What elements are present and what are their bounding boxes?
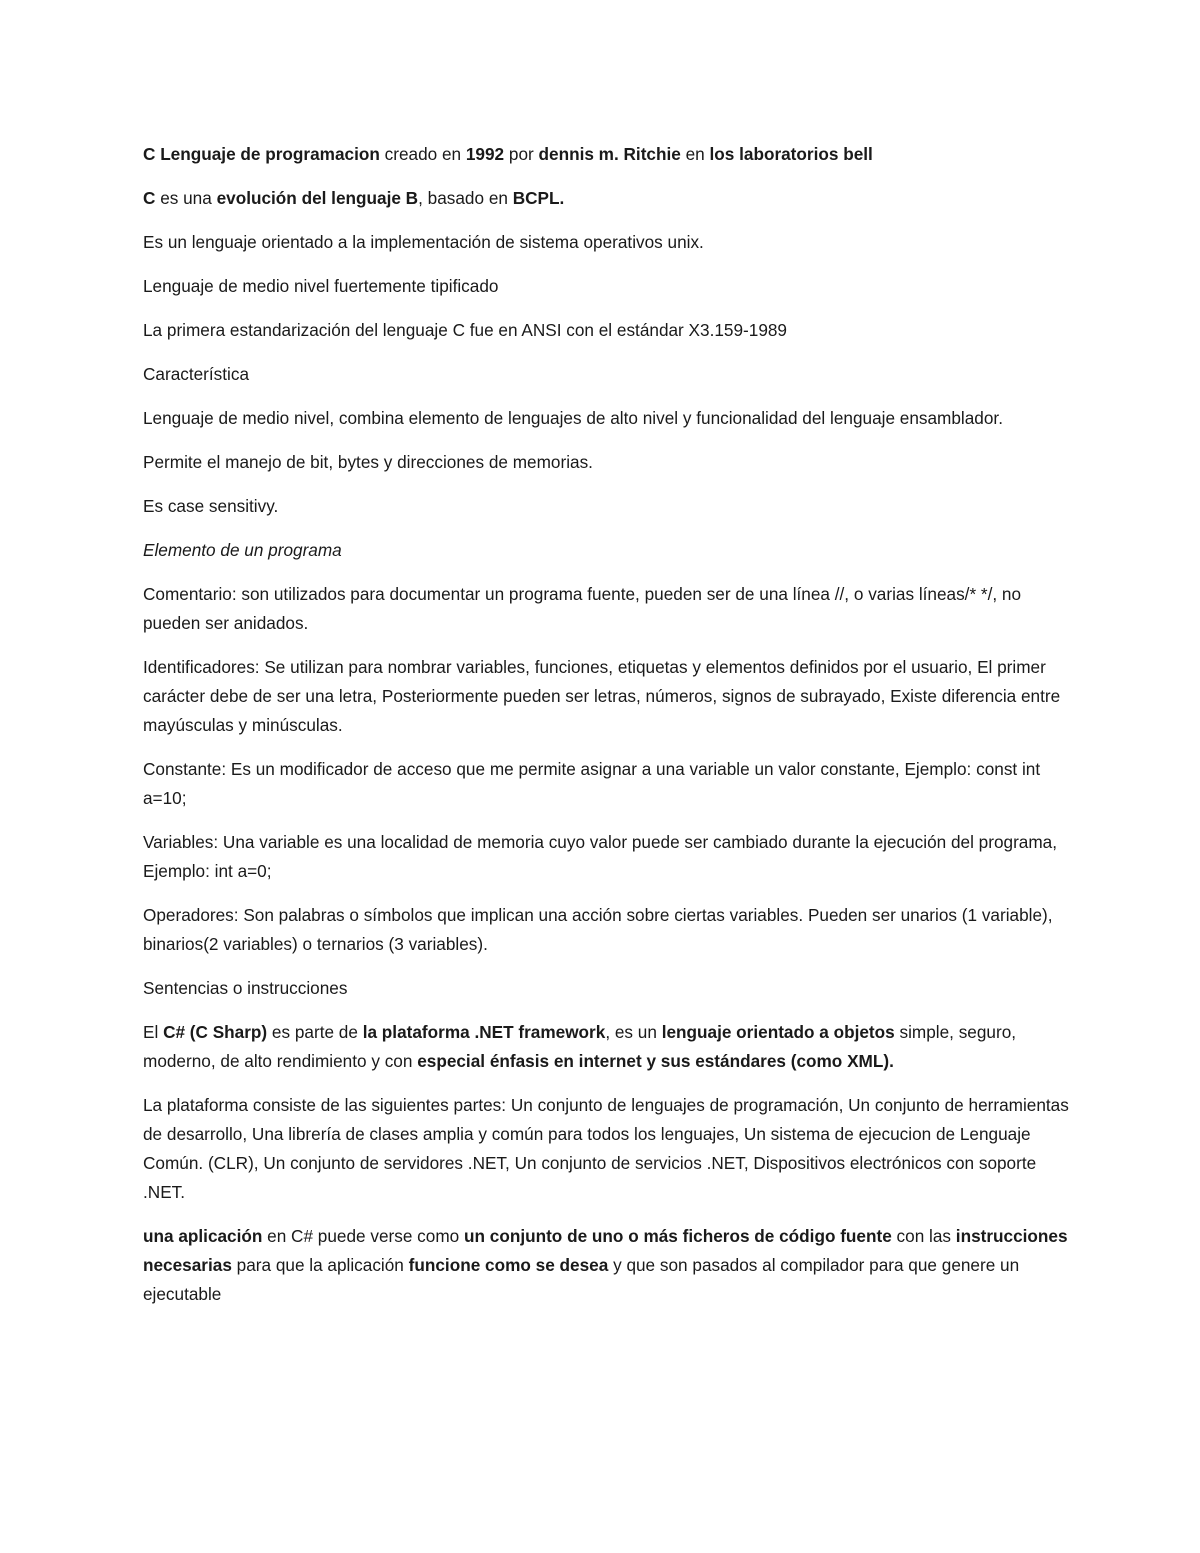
- text-run: lenguaje orientado a objetos: [661, 1022, 895, 1042]
- text-run: dennis m. Ritchie: [538, 144, 681, 164]
- text-run: es parte de: [267, 1022, 363, 1042]
- text-run: La primera estandarización del lenguaje C fue en ANSI con el estándar X3.159-1989: [143, 320, 787, 340]
- paragraph-p3: [143, 228, 1073, 257]
- text-run: Identificadores: Se utilizan para nombrar variables, funciones, etiquetas y elementos definidos por el usuario, El primer carácter debe de ser una letra, Posteriormente pueden ser letras, números, signos de subrayado, Existe diferencia entre mayúsculas y minúsculas.: [143, 657, 1061, 735]
- text-run: Permite el manejo de bit, bytes y direcciones de memorias.: [143, 452, 593, 472]
- paragraph-p9: [143, 492, 1073, 521]
- paragraph-p5: [143, 316, 1073, 345]
- text-run: Constante: Es un modificador de acceso que me permite asignar a una variable un valor constante, Ejemplo: const int a=10;: [143, 759, 1041, 808]
- text-run: especial énfasis en internet y sus estándares (como XML).: [417, 1051, 894, 1071]
- text-run: C# (C Sharp): [163, 1022, 268, 1042]
- text-run: BCPL.: [512, 188, 565, 208]
- paragraph-p14: [143, 828, 1073, 886]
- paragraph-p19: [143, 1222, 1073, 1309]
- text-run: un conjunto de uno o más ficheros de código fuente: [463, 1226, 892, 1246]
- text-run: Es case sensitivy.: [143, 496, 279, 516]
- text-run: La plataforma consiste de las siguientes partes: Un conjunto de lenguajes de programación, Un conjunto de herramientas de desarrollo, Una librería de clases amplia y común para todos los lenguajes, Un sistema de ejecucion de Lenguaje Común. (CLR), Un conjunto de servidores .NET, Un conjunto de servicios .NET, Dispositivos electrónicos con soporte .NET.: [143, 1095, 1069, 1202]
- text-run: instrucciones necesarias: [143, 1226, 1068, 1275]
- text-run: una aplicación: [143, 1226, 263, 1246]
- paragraph-p15: [143, 901, 1073, 959]
- document-body: [143, 140, 1073, 1324]
- text-run: Operadores: Son palabras o símbolos que implican una acción sobre ciertas variables. Pueden ser unarios (1 variable), binarios(2 variables) o ternarios (3 variables).: [143, 905, 1053, 954]
- text-run: El: [143, 1022, 164, 1042]
- text-run: los laboratorios bell: [709, 144, 873, 164]
- paragraph-p12: [143, 653, 1073, 740]
- text-run: Es un lenguaje orientado a la implementación de sistema operativos unix.: [143, 232, 704, 252]
- text-run: simple, seguro, moderno, de alto rendimiento y con: [143, 1022, 1017, 1071]
- paragraph-p10: [143, 536, 1073, 565]
- paragraph-p6: [143, 360, 1073, 389]
- text-run: en: [680, 144, 710, 164]
- text-run: C: [143, 188, 156, 208]
- paragraph-p11: [143, 580, 1073, 638]
- text-run: C Lenguaje de programacion: [143, 144, 380, 164]
- text-run: Elemento de un programa: [143, 540, 342, 560]
- text-run: con las: [891, 1226, 956, 1246]
- text-run: Sentencias o instrucciones: [143, 978, 348, 998]
- text-run: para que la aplicación: [231, 1255, 409, 1275]
- text-run: , basado en: [418, 188, 513, 208]
- text-run: Lenguaje de medio nivel fuertemente tipificado: [143, 276, 499, 296]
- text-run: y que son pasados al compilador para que genere un ejecutable: [143, 1255, 1020, 1304]
- paragraph-p17: [143, 1018, 1073, 1076]
- paragraph-p18: [143, 1091, 1073, 1207]
- paragraph-p8: [143, 448, 1073, 477]
- paragraph-p13: [143, 755, 1073, 813]
- paragraph-p1: [143, 140, 1073, 169]
- text-run: , es un: [605, 1022, 662, 1042]
- text-run: creado en: [379, 144, 466, 164]
- paragraph-p4: [143, 272, 1073, 301]
- paragraph-p7: [143, 404, 1073, 433]
- text-run: evolución del lenguaje B: [216, 188, 419, 208]
- text-run: Característica: [143, 364, 250, 384]
- text-run: Lenguaje de medio nivel, combina elemento de lenguajes de alto nivel y funcionalidad del lenguaje ensamblador.: [143, 408, 1003, 428]
- text-run: es una: [155, 188, 217, 208]
- paragraph-p2: [143, 184, 1073, 213]
- paragraph-p16: [143, 974, 1073, 1003]
- text-run: por: [504, 144, 539, 164]
- text-run: Comentario: son utilizados para documentar un programa fuente, pueden ser de una línea //, o varias líneas/* */, no pueden ser anidados.: [143, 584, 1022, 633]
- text-run: 1992: [465, 144, 505, 164]
- text-run: Variables: Una variable es una localidad de memoria cuyo valor puede ser cambiado durante la ejecución del programa, Ejemplo: int a=0;: [143, 832, 1058, 881]
- text-run: en C# puede verse como: [262, 1226, 464, 1246]
- text-run: la plataforma .NET framework: [362, 1022, 606, 1042]
- text-run: funcione como se desea: [408, 1255, 609, 1275]
